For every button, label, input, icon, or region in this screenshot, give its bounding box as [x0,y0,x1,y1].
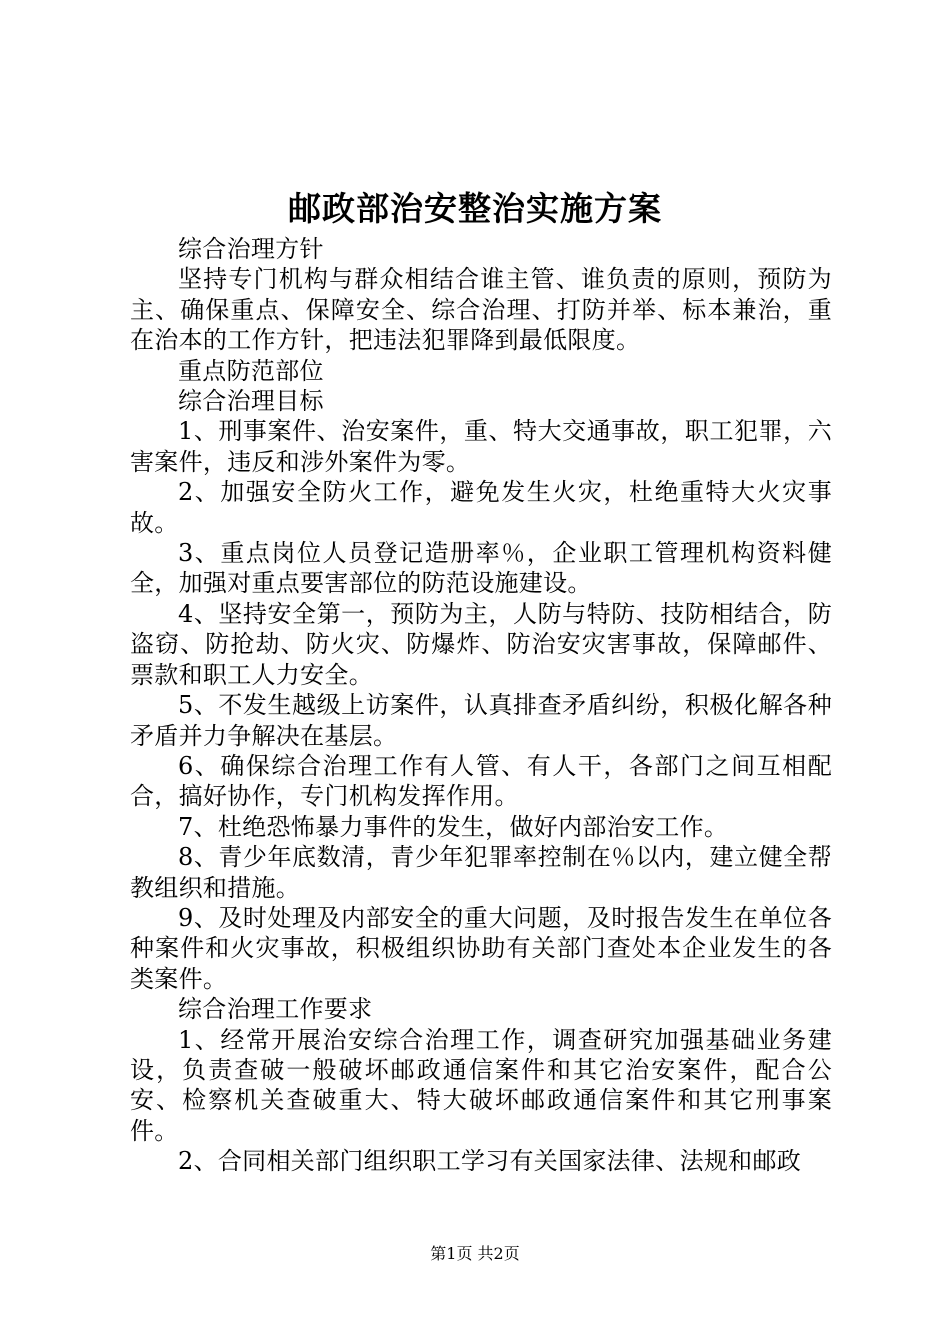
list-item: 1、经常开展治安综合治理工作，调查研究加强基础业务建设，负责查破一般破坏邮政通信案件和其它治安案件，配合公安、检察机关查破重大、特大破坏邮政通信案件和其它刑事案件。 [130,1025,832,1145]
section-heading: 综合治理目标 [178,387,324,416]
document-title: 邮政部治安整治实施方案 [288,189,662,228]
list-item: 5、不发生越级上访案件，认真排查矛盾纠纷，积极化解各种矛盾并力争解决在基层。 [130,691,832,750]
list-item: 2、加强安全防火工作，避免发生火灾，杜绝重特大火灾事故。 [130,478,832,537]
section-heading: 综合治理方针 [178,235,324,263]
section-heading: 重点防范部位 [178,356,324,385]
list-item: 2、合同相关部门组织职工学习有关国家法律、法规和邮政 [178,1147,802,1176]
paragraph: 坚持专门机构与群众相结合谁主管、谁负责的原则，预防为主、确保重点、保障安全、综合治理、打防并举、标本兼治，重在治本的工作方针，把违法犯罪降到最低限度。 [130,265,832,355]
list-item: 9、及时处理及内部安全的重大问题，及时报告发生在单位各种案件和火灾事故，积极组织协助有关部门查处本企业发生的各类案件。 [130,903,832,993]
list-item: 7、杜绝恐怖暴力事件的发生，做好内部治安工作。 [178,812,729,841]
section-heading: 综合治理工作要求 [178,995,373,1024]
list-item: 6、确保综合治理工作有人管、有人干，各部门之间互相配合，搞好协作，专门机构发挥作用。 [130,751,832,811]
list-item: 8、青少年底数清，青少年犯罪率控制在％以内，建立健全帮教组织和措施。 [130,843,832,902]
page-number-footer: 第1页 共2页 [430,1244,520,1263]
list-item: 1、刑事案件、治安案件，重、特大交通事故，职工犯罪，六害案件，违反和涉外案件为零。 [130,417,832,476]
list-item: 4、坚持安全第一，预防为主，人防与特防、技防相结合，防盗窃、防抢劫、防火灾、防爆炸、防治安灾害事故，保障邮件、票款和职工人力安全。 [130,599,832,689]
list-item: 3、重点岗位人员登记造册率％，企业职工管理机构资料健全，加强对重点要害部位的防范设施建设。 [130,539,832,598]
document-body [130,234,832,1177]
